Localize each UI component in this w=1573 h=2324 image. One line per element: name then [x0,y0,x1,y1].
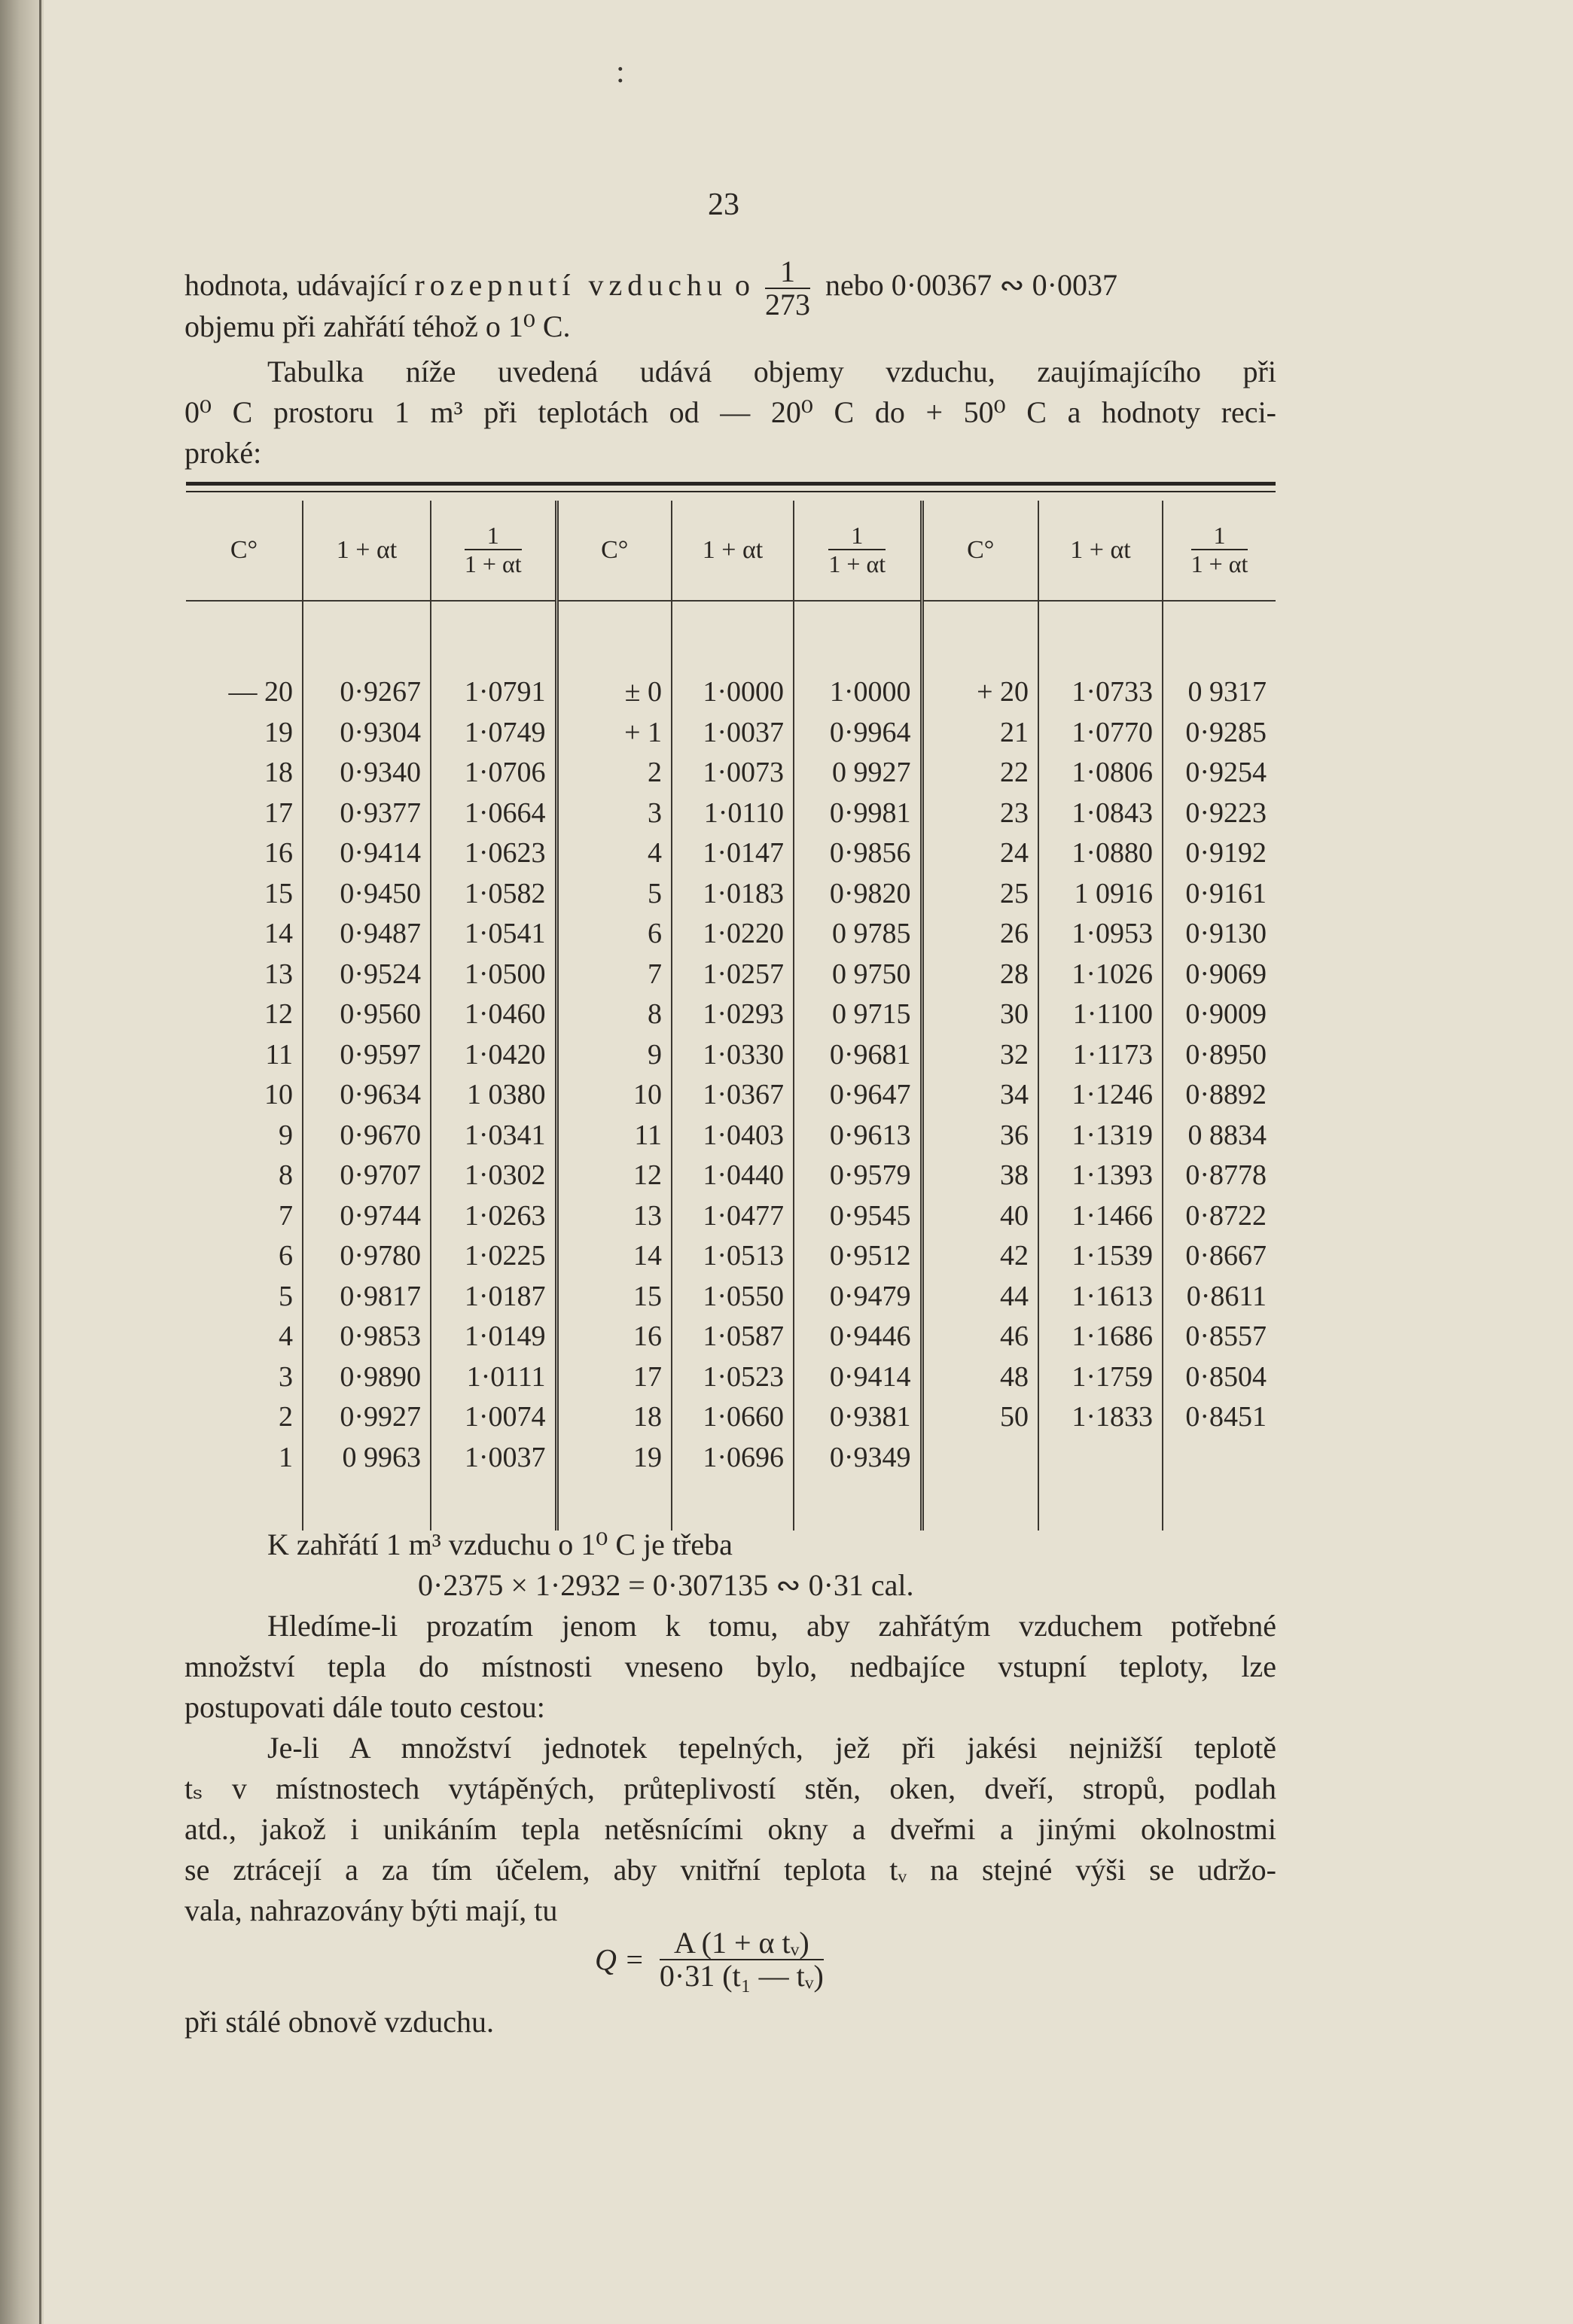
table-cell: 12 [556,1156,672,1196]
table-cell: 1·0440 [672,1156,794,1196]
table-cell [922,1437,1038,1478]
table-cell: 0·9479 [794,1276,922,1317]
table-cell: 0 8834 [1163,1115,1276,1156]
formula-fraction [660,1927,824,1992]
table-cell: 1·0225 [431,1236,556,1277]
table-row [186,914,1276,955]
table-cell: 1·0477 [672,1196,794,1236]
table-cell: 0·9130 [1163,914,1276,955]
para2-line-3: postupovati dále touto cestou: [184,1690,545,1724]
table-cell: 1·0582 [431,873,556,914]
table-cell: 0·9579 [794,1156,922,1196]
table-row [186,1115,1276,1156]
table-cell: 7 [556,954,672,994]
table-cell: 8 [279,1159,293,1192]
table-cell: 0·9414 [303,833,431,874]
table-cell: 24 [922,833,1038,874]
table-cell: 1·0187 [431,1276,556,1317]
table-row [186,753,1276,793]
table-cell: 3 [556,793,672,833]
table-cell: 1·0587 [672,1317,794,1357]
table-cell: 0 9750 [794,954,922,994]
header-separator [186,601,1276,642]
header-c-1: C° [230,536,258,564]
table-cell: 7 [279,1199,293,1232]
table-cell: 28 [922,954,1038,994]
binding-edge [39,0,41,2324]
after-line-1: K zahřátí 1 m³ vzduchu o 1⁰ C je třeba [267,1528,733,1561]
table-row [186,994,1276,1035]
table-cell: 1·0000 [794,672,922,713]
table-cell: 0·9707 [303,1156,431,1196]
table-cell: 0·9545 [794,1196,922,1236]
table-cell: 0·9964 [794,712,922,753]
table-row [186,1075,1276,1116]
header-c-3: C° [922,501,1038,601]
table-cell: 1·1393 [1038,1156,1163,1196]
table-cell: 1·1759 [1038,1357,1163,1397]
table-cell: 0·9512 [794,1236,922,1277]
table-cell: 1·0513 [672,1236,794,1277]
table-cell: 2 [556,753,672,793]
table-cell: 0·8667 [1163,1236,1276,1277]
table-cell: 0·9161 [1163,873,1276,914]
table-cell: ± 0 [556,672,672,713]
para1-line-1: Tabulka níže uvedená udává objemy vzduchu, zaujímajícího při [267,355,1276,388]
table-cell: 1·0500 [431,954,556,994]
table-cell: 0 9317 [1163,672,1276,713]
table-cell: 1·1319 [1038,1115,1163,1156]
table-cell: 1·0110 [672,793,794,833]
table-cell: 0·9681 [794,1034,922,1075]
header-ax-3: 1 + αt [1038,501,1163,601]
page-number: 23 [708,187,739,222]
table-cell: — 20 [228,676,293,708]
table-cell: 0·9647 [794,1075,922,1116]
table-cell: 1·0263 [431,1196,556,1236]
table-cell: 16 [264,837,293,870]
table-cell: 2 [279,1401,293,1433]
table-cell: 1·0623 [431,833,556,874]
table-cell: 1 [279,1441,293,1473]
table-cell: 1 0380 [431,1075,556,1116]
table-cell: 40 [922,1196,1038,1236]
table-cell: 0·9349 [794,1437,922,1478]
table-cell: 0·9285 [1163,712,1276,753]
table-cell: 1·0302 [431,1156,556,1196]
intro-o: o [735,268,751,303]
table-cell: 0·9597 [303,1034,431,1075]
table-cell: 0·8451 [1163,1397,1276,1438]
table-row [186,1276,1276,1317]
table-cell: 14 [264,918,293,950]
table-row [186,873,1276,914]
intro-spaced-text: rozepnutí vzduchu [414,268,728,303]
table-cell: 0·9377 [303,793,431,833]
table-cell: 19 [556,1437,672,1478]
table-cell: 17 [264,796,293,829]
table-cell: 0·9634 [303,1075,431,1116]
para1-line-2: 0⁰ C prostoru 1 m³ při teplotách od — 20⁰ C do + 50⁰ C a hodnoty reci- [184,395,1276,429]
header-inv-1: $\frac{1}{1 + \alpha t}$ [431,501,556,601]
table-cell: 4 [556,833,672,874]
table-cell: 1·1833 [1038,1397,1163,1438]
table-cell: 1·0660 [672,1397,794,1438]
table-cell: 1·0000 [672,672,794,713]
table-cell: 0·9890 [303,1357,431,1397]
table-cell: 18 [556,1397,672,1438]
table-cell: 15 [264,877,293,909]
header-inv-2: $\frac{1}{1 + \alpha t}$ [794,501,922,601]
table-cell: 4 [279,1320,293,1353]
table-cell: 0·9414 [794,1357,922,1397]
table-cell: 0·9254 [1163,753,1276,793]
intro-text: hodnota, udávající [184,268,407,303]
closing-line: při stálé obnově vzduchu. [184,2005,494,2039]
table-cell: 0·9853 [303,1317,431,1357]
table-cell: 1·0523 [672,1357,794,1397]
table-cell: 9 [556,1034,672,1075]
table-cell: 0·9560 [303,994,431,1035]
table-top-rule [186,482,1276,486]
table-cell: 17 [556,1357,672,1397]
table-cell: 1·0770 [1038,712,1163,753]
table-cell: 6 [556,914,672,955]
table-row [186,1317,1276,1357]
table-row [186,1196,1276,1236]
table-cell: 13 [556,1196,672,1236]
table-cell: 22 [922,753,1038,793]
table-cell: 1 0916 [1038,873,1163,914]
table-row [186,712,1276,753]
table-cell: 0·9981 [794,793,922,833]
table-cell: 1·0293 [672,994,794,1035]
table-cell: 0·9009 [1163,994,1276,1035]
table-cell: 18 [264,757,293,789]
table-cell: + 1 [556,712,672,753]
table-row [186,954,1276,994]
header-inv-3: $\frac{1}{1 + \alpha t}$ [1163,501,1276,601]
table-cell: 8 [556,994,672,1035]
table-row [186,1357,1276,1397]
table-cell: 19 [264,716,293,748]
table-cell: 1·0953 [1038,914,1163,955]
table-cell: 25 [922,873,1038,914]
table-cell: 0·9267 [303,672,431,713]
table-cell: 5 [556,873,672,914]
table-cell: 15 [556,1276,672,1317]
table-cell: 1·0037 [431,1437,556,1478]
table-cell: 1·0074 [431,1397,556,1438]
table-cell: 0·9304 [303,712,431,753]
table-cell: 0·8504 [1163,1357,1276,1397]
table-cell: 0 9785 [794,914,922,955]
table-cell: 0·9744 [303,1196,431,1236]
table-cell: 44 [922,1276,1038,1317]
table-cell: 0·8778 [1163,1156,1276,1196]
table-cell: 0 9963 [303,1437,431,1478]
table-cell: 1·0880 [1038,833,1163,874]
table-cell: 48 [922,1357,1038,1397]
table-cell: + 20 [922,672,1038,713]
table-cell: 0·9524 [303,954,431,994]
table-cell: 1·0706 [431,753,556,793]
table-cell: 0·9927 [303,1397,431,1438]
table-cell: 1·0367 [672,1075,794,1116]
table-row [186,1156,1276,1196]
temperature-volume-table [186,501,1276,1531]
table-row [186,672,1276,713]
table-row [186,1034,1276,1075]
table-cell: 1·1466 [1038,1196,1163,1236]
table-cell: 12 [264,998,293,1031]
table-cell: 16 [556,1317,672,1357]
table-cell: 6 [279,1240,293,1272]
table-cell [1038,1437,1163,1478]
table-cell: 0·8611 [1163,1276,1276,1317]
table-cell: 1·0791 [431,672,556,713]
table-cell: 11 [556,1115,672,1156]
fraction-numerator: 1 [765,256,810,289]
table-cell: 1·1173 [1038,1034,1163,1075]
header-ax-1: 1 + αt [303,501,431,601]
table-cell: 1·0541 [431,914,556,955]
para3-line-3: atd., jakož i unikáním tepla netěsnícími okny a dveřmi a jinými okolnostmi [184,1812,1276,1846]
table-row [186,833,1276,874]
table-cell: 9 [279,1119,293,1151]
table-cell: 1·0183 [672,873,794,914]
table-cell: 0 9927 [794,753,922,793]
table-cell: 0·9856 [794,833,922,874]
intro-text-after: nebo 0·00367 ∾ 0·0037 [825,268,1117,303]
table-cell: 34 [922,1075,1038,1116]
table-top-rule-thin [186,491,1276,492]
formula-denominator: 0·31 (t₁ — tᵥ) [659,1959,824,1993]
table-cell: 1·0806 [1038,753,1163,793]
table-header-row [186,501,1276,601]
table-cell: 23 [922,793,1038,833]
table-cell: 0·9817 [303,1276,431,1317]
table-cell: 1·0330 [672,1034,794,1075]
table-cell: 0·9223 [1163,793,1276,833]
table-cell: 0·9340 [303,753,431,793]
header-c-2: C° [556,501,672,601]
para3-line-2: tₛ v místnostech vytápěných, průteplivostí stěn, oken, dveří, stropů, podlah [184,1771,1276,1805]
table-row [186,1437,1276,1478]
table-cell: 0·9446 [794,1317,922,1357]
table-cell: 36 [922,1115,1038,1156]
table-cell: 38 [922,1156,1038,1196]
formula-numerator: A (1 + α tᵥ) [660,1927,824,1960]
table-cell: 0·9613 [794,1115,922,1156]
para3-line-5: vala, nahrazovány býti mají, tu [184,1893,558,1927]
formula-lhs: Q = [595,1942,645,1977]
table-cell: 1·0257 [672,954,794,994]
table-cell: 5 [279,1280,293,1312]
intro-line-2: objemu při zahřátí téhož o 1⁰ C. [184,309,571,343]
table-cell: 0·9670 [303,1115,431,1156]
table-cell: 0·9192 [1163,833,1276,874]
table-tail-row [186,1478,1276,1531]
table-cell: 1·0749 [431,712,556,753]
table-cell: 0 9715 [794,994,922,1035]
table-cell: 1·0073 [672,753,794,793]
table-cell: 0·8892 [1163,1075,1276,1116]
table-cell: 1·1539 [1038,1236,1163,1277]
table-cell: 0·8722 [1163,1196,1276,1236]
table-cell: 30 [922,994,1038,1035]
table-row [186,1397,1276,1438]
binding-gutter [0,0,44,2324]
para1-line-3: proké: [184,436,262,470]
table-cell: 42 [922,1236,1038,1277]
table-cell: 21 [922,712,1038,753]
table-cell: 0·9381 [794,1397,922,1438]
table-cell: 1·0550 [672,1276,794,1317]
table-cell: 1·0843 [1038,793,1163,833]
page-mark: : [616,55,625,90]
para2-line-2: množství tepla do místnosti vneseno bylo, nedbajíce vstupní teploty, lze [184,1649,1276,1683]
table-cell: 1·0037 [672,712,794,753]
table-cell: 3 [279,1360,293,1393]
table-cell: 10 [264,1079,293,1111]
table-cell: 1·0403 [672,1115,794,1156]
table-cell: 1·1100 [1038,994,1163,1035]
table-cell: 0·9820 [794,873,922,914]
table-cell: 0·9487 [303,914,431,955]
table-cell: 1·0664 [431,793,556,833]
table-cell: 1·1686 [1038,1317,1163,1357]
table-cell: 0·8950 [1163,1034,1276,1075]
table-cell: 1·1613 [1038,1276,1163,1317]
para2-line-1: Hledíme-li prozatím jenom k tomu, aby zahřátým vzduchem potřebné [267,1609,1276,1643]
fraction-denominator: 273 [765,288,811,321]
table-row [186,793,1276,833]
table-cell: 13 [264,958,293,990]
table-cell: 10 [556,1075,672,1116]
table-gap-row [186,642,1276,672]
table-cell: 1·1026 [1038,954,1163,994]
table-cell: 11 [265,1038,293,1071]
table-cell: 50 [922,1397,1038,1438]
table-cell: 0·9450 [303,873,431,914]
table-cell: 0·8557 [1163,1317,1276,1357]
header-ax-2: 1 + αt [672,501,794,601]
table-cell: 1·0220 [672,914,794,955]
table-cell: 1·0460 [431,994,556,1035]
para3-line-1: Je-li A množství jednotek tepelných, jež při jakési nejnižší teplotě [267,1731,1276,1765]
after-line-2: 0·2375 × 1·2932 = 0·307135 ∾ 0·31 cal. [418,1568,914,1602]
table-cell: 1·0696 [672,1437,794,1478]
table-cell: 1·0111 [431,1357,556,1397]
table-cell: 0·9069 [1163,954,1276,994]
table-cell: 1·0341 [431,1115,556,1156]
table-cell: 1·0147 [672,833,794,874]
table-cell: 1·0733 [1038,672,1163,713]
table-cell: 1·0420 [431,1034,556,1075]
table-cell: 14 [556,1236,672,1277]
table-row [186,1236,1276,1277]
table-cell: 32 [922,1034,1038,1075]
table-cell: 46 [922,1317,1038,1357]
table-cell: 0·9780 [303,1236,431,1277]
table-cell [1163,1437,1276,1478]
table-cell: 26 [922,914,1038,955]
table-cell: 1·1246 [1038,1075,1163,1116]
table-cell: 1·0149 [431,1317,556,1357]
heat-formula [595,1927,831,1992]
para3-line-4: se ztrácejí a za tím účelem, aby vnitřní teplota tᵥ na stejné výši se udržo- [184,1853,1276,1887]
